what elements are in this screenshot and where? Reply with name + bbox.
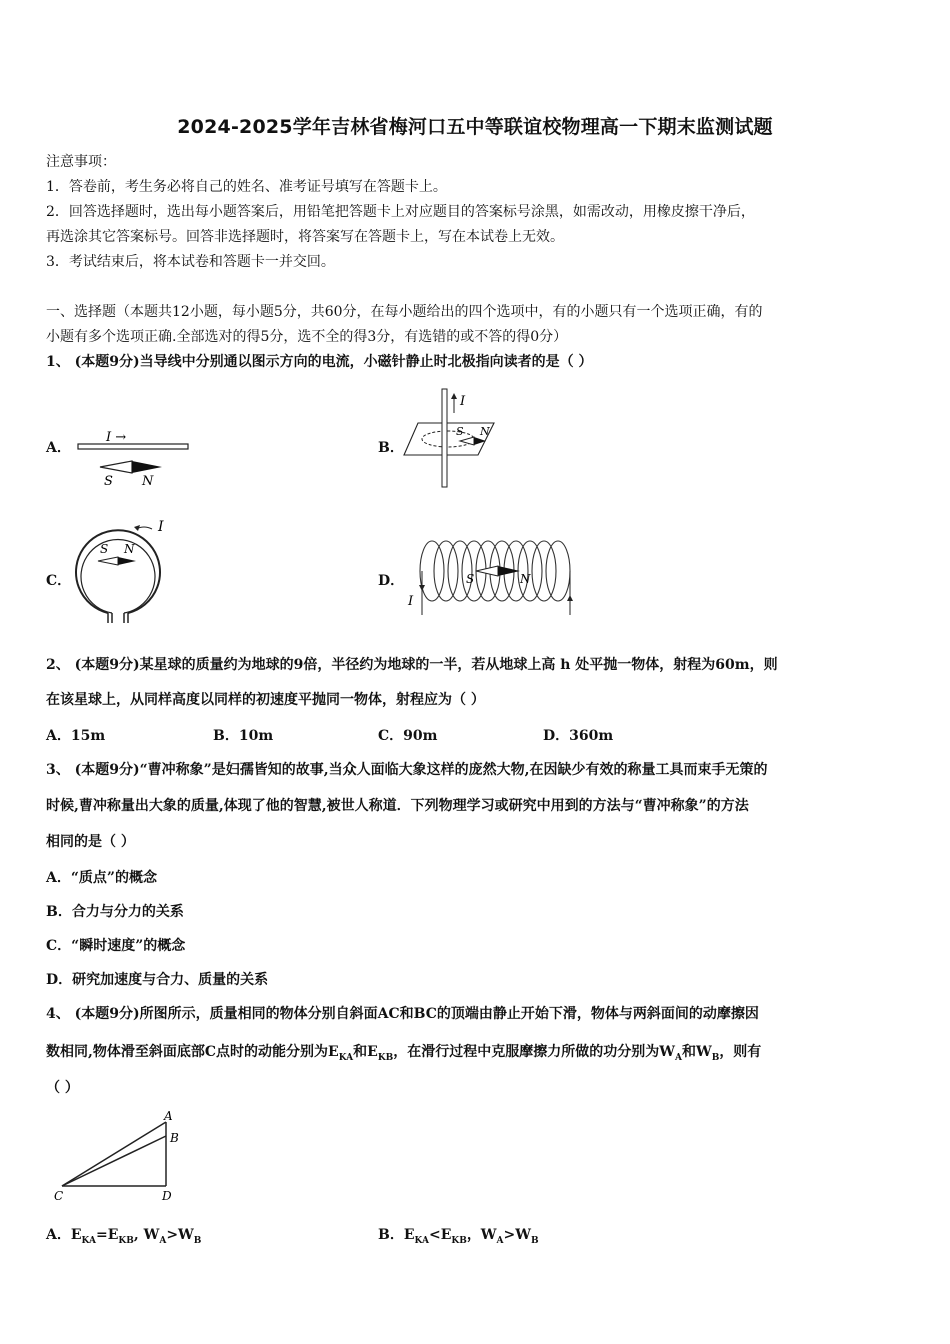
point-a-label: A (164, 1109, 173, 1123)
question-3-stem: 时候,曹冲称量出大象的质量,体现了他的智慧,被世人称道．下列物理学习或研究中用到的方法与“曹冲称象”的方法 (46, 798, 749, 814)
current-label: I → (106, 430, 127, 445)
current-label: I (408, 594, 414, 609)
q4-incline-figure (50, 1108, 190, 1208)
q1-option-b-label: B． (378, 440, 404, 456)
question-4-stem: 数相同,物体滑至斜面底部C点时的动能分别为$E_{KA}$和$E_{KB}$，在滑行过程中克服摩擦力所做的功分别为$W_A$和$W_B$，则有 (46, 1044, 762, 1063)
question-3-stem: 相同的是（ ） (46, 834, 135, 850)
south-label: S (456, 425, 464, 438)
q1-option-d-label: D． (378, 573, 405, 589)
notice-heading: 注意事项： (46, 154, 116, 170)
point-c-label: C (54, 1189, 64, 1203)
q1-figure-b (400, 383, 500, 493)
point-b-label: B (170, 1131, 179, 1145)
question-3-stem: 3、 (本题9分)“曹冲称象”是妇孺皆知的故事,当众人面临大象这样的庞然大物,在因缺少有效的称量工具而束手无策的 (46, 762, 768, 778)
north-label: N (520, 572, 531, 586)
current-label: I (460, 394, 466, 409)
section-instructions: 一、选择题（本题共12小题，每小题5分，共60分，在每小题给出的四个选项中，有的小题只有一个选项正确，有的 (46, 304, 763, 320)
q3-option-a: A．“质点”的概念 (46, 870, 157, 886)
q1-figure-c (68, 515, 188, 625)
page-title: 2024-2025学年吉林省梅河口五中等联谊校物理高一下期末监测试题 (177, 116, 773, 138)
q2-option-a: A．15m (46, 728, 106, 744)
south-label: S (466, 572, 475, 586)
notice-item: 1．答卷前，考生务必将自己的姓名、准考证号填写在答题卡上。 (46, 179, 447, 195)
q4-option-b: B．$E_{KA}<E_{KB}$，$W_A>W_B$ (378, 1227, 539, 1246)
q1-figure-a (70, 425, 200, 490)
q2-option-c: C．90m (378, 728, 438, 744)
north-label: N (124, 542, 135, 556)
q1-option-c-label: C． (46, 573, 72, 589)
q3-option-d: D．研究加速度与合力、质量的关系 (46, 972, 269, 988)
south-label: S (104, 474, 113, 489)
q3-option-c: C．“瞬时速度”的概念 (46, 938, 186, 954)
question-4-stem: 4、 (本题9分)所图所示，质量相同的物体分别自斜面AC和BC的顶端由静止开始下滑，物体与两斜面间的动摩擦因 (46, 1006, 759, 1022)
q2-option-d: D．360m (543, 728, 614, 744)
q1-option-a-label: A． (46, 440, 71, 456)
question-2-stem: 2、 (本题9分)某星球的质量约为地球的9倍，半径约为地球的一半，若从地球上高 h 处平抛一物体，射程为60m，则 (46, 657, 778, 673)
current-label: I (158, 519, 164, 535)
question-1-stem: 1、 (本题9分)当导线中分别通以图示方向的电流，小磁针静止时北极指向读者的是（ ） (46, 354, 593, 370)
q1-figure-d (402, 535, 582, 620)
section-instructions: 小题有多个选项正确.全部选对的得5分，选不全的得3分，有选错的或不答的得0分） (46, 329, 568, 345)
question-4-stem: （ ） (46, 1080, 79, 1096)
north-label: N (142, 474, 154, 489)
notice-item: 2．回答选择题时，选出每小题答案后，用铅笔把答题卡上对应题目的答案标号涂黑，如需改动，用橡皮擦干净后， (46, 204, 755, 220)
question-2-stem: 在该星球上，从同样高度以同样的初速度平抛同一物体，射程应为（ ） (46, 692, 485, 708)
q2-option-b: B．10m (213, 728, 274, 744)
north-label: N (480, 425, 490, 438)
q4-option-a: A．$E_{KA}=E_{KB}$, $W_A>W_B$ (46, 1227, 202, 1246)
notice-item: 再选涂其它答案标号。回答非选择题时，将答案写在答题卡上，写在本试卷上无效。 (46, 229, 564, 245)
notice-item: 3．考试结束后，将本试卷和答题卡一并交回。 (46, 254, 335, 270)
point-d-label: D (162, 1189, 172, 1203)
south-label: S (100, 542, 109, 556)
q3-option-b: B．合力与分力的关系 (46, 904, 184, 920)
